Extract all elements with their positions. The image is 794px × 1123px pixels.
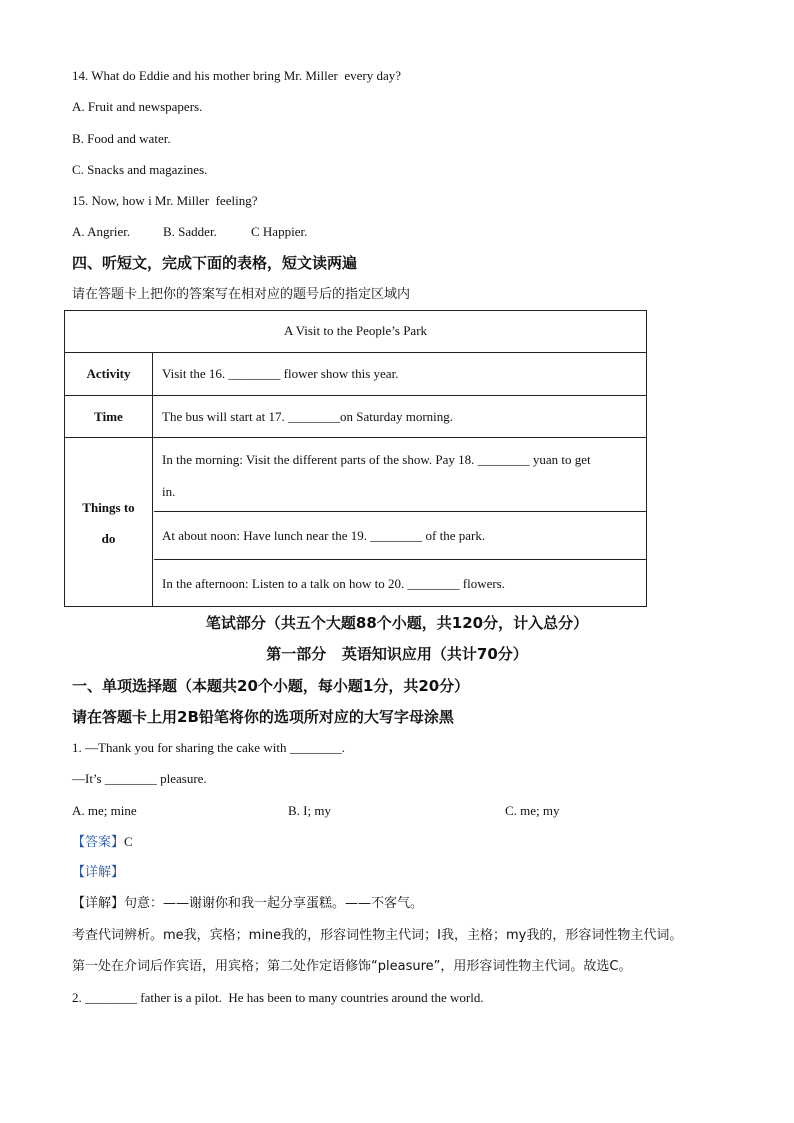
option-14-a: A. Fruit and newspapers. — [72, 99, 203, 114]
detail-line3: 第一处在介词后作宾语，用宾格；第二处作定语修饰“pleasure”，用形容词性物主代词。故选C。 — [72, 959, 632, 974]
detail-line2: 考查代词辨析。me我，宾格；mine我的，形容词性物主代词；I我，主格；my我的，形容词性物主代词。 — [72, 928, 683, 943]
detail-label: 【详解】 — [72, 865, 125, 880]
visit-table — [64, 310, 647, 607]
things-label-line2: do — [101, 530, 116, 546]
option-1-a: A. me; mine — [72, 803, 137, 818]
things-label — [65, 438, 153, 607]
morning-cell — [154, 438, 646, 511]
detail-line1 — [72, 896, 423, 912]
morning-line2: in. — [162, 484, 176, 499]
section-1-title: 一、单项选择题（本题共20个小题，每小题1分，共20分） — [72, 677, 470, 695]
option-14-c: C. Snacks and magazines. — [72, 162, 208, 177]
written-part-header: 笔试部分（共五个大题88个小题，共120分，计入总分） — [205, 614, 589, 632]
option-15-b: B. Sadder. — [163, 224, 217, 239]
activity-text: Visit the 16. ________ flower show this year. — [162, 366, 399, 381]
detail-text1: 句意：——谢谢你和我一起分享蛋糕。——不客气。 — [124, 896, 424, 911]
option-15-c: C Happier. — [251, 224, 308, 239]
answer-label: 【答案】 — [72, 835, 125, 850]
answer-value: C — [124, 834, 133, 849]
table-title-row — [65, 310, 646, 352]
question-15: 15. Now, how i Mr. Miller feeling? — [72, 193, 258, 208]
afternoon-text: In the afternoon: Listen to a talk on how to 20. ________ flowers. — [162, 575, 505, 591]
option-15-a: A. Angrier. — [72, 224, 131, 239]
part-1-title: 第一部分 英语知识应用（共计70分） — [266, 645, 528, 663]
question-1-line2: —It’s ________ pleasure. — [72, 771, 207, 786]
table-row-things — [65, 437, 646, 607]
option-1-c: C. me; my — [505, 803, 560, 818]
things-label-line1: Things to — [82, 499, 135, 515]
table-row-activity — [65, 352, 646, 395]
morning-line1: In the morning: Visit the different parts of the show. Pay 18. ________ yuan to get — [162, 452, 591, 467]
detail-label-2: 【详解】 — [72, 896, 125, 911]
question-2: 2. ________ father is a pilot. He has been to many countries around the world. — [72, 990, 484, 1005]
section-4-title: 四、听短文，完成下面的表格，短文读两遍 — [72, 254, 358, 272]
option-14-b: B. Food and water. — [72, 131, 171, 146]
question-14: 14. What do Eddie and his mother bring Mr. Miller every day? — [72, 68, 402, 83]
time-label: Time — [65, 396, 153, 438]
noon-cell — [154, 511, 646, 559]
afternoon-cell — [154, 559, 646, 607]
table-title: A Visit to the People’s Park — [283, 323, 428, 338]
question-1-line1: 1. —Thank you for sharing the cake with ________. — [72, 740, 345, 755]
activity-label: Activity — [65, 353, 153, 395]
noon-text: At about noon: Have lunch near the 19. ________ of the park. — [162, 527, 486, 543]
time-text: The bus will start at 17. ________on Saturday morning. — [162, 409, 454, 424]
section-1-instruction: 请在答题卡上用2B铅笔将你的选项所对应的大写字母涂黑 — [72, 708, 454, 726]
table-row-time — [65, 395, 646, 438]
section-4-instruction: 请在答题卡上把你的答案写在相对应的题号后的指定区域内 — [72, 287, 411, 302]
answer-line — [72, 834, 133, 851]
option-1-b: B. I; my — [288, 803, 331, 818]
